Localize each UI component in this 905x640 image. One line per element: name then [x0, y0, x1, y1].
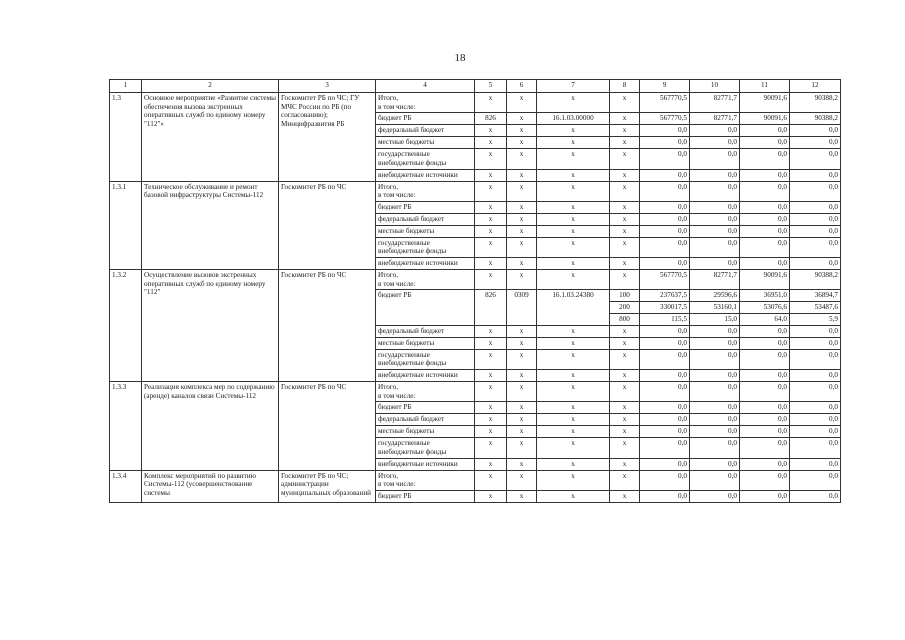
data-cell: 0,0 [640, 337, 690, 349]
data-cell: х [507, 381, 537, 401]
data-cell: 16.1.03.24380 [537, 290, 610, 325]
data-cell: х [610, 426, 640, 438]
data-cell: х [475, 381, 507, 401]
source-cell: бюджет РБ [376, 402, 475, 414]
source-cell: федеральный бюджет [376, 325, 475, 337]
data-cell: 0,0 [690, 169, 740, 181]
data-cell: 82771,7 [690, 270, 740, 290]
data-cell: 0,0 [690, 258, 740, 270]
data-cell: 90091,6 [740, 93, 790, 113]
data-cell: 36951,0 [740, 290, 790, 302]
source-cell: местные бюджеты [376, 426, 475, 438]
source-cell: федеральный бюджет [376, 125, 475, 137]
data-cell: х [507, 213, 537, 225]
data-cell: 0,0 [790, 426, 841, 438]
data-cell: х [537, 237, 610, 257]
data-cell: х [507, 181, 537, 201]
data-cell: 0,0 [790, 237, 841, 257]
data-cell: 0,0 [690, 225, 740, 237]
data-cell: 115,5 [640, 314, 690, 326]
data-cell: х [507, 490, 537, 502]
data-cell: 0,0 [790, 137, 841, 149]
data-cell: х [537, 458, 610, 470]
data-cell: 0,0 [740, 325, 790, 337]
data-cell: 0,0 [690, 349, 740, 369]
data-cell: 0,0 [740, 402, 790, 414]
data-cell: х [537, 201, 610, 213]
source-cell: Итого, в том числе: [376, 470, 475, 490]
data-cell: х [610, 337, 640, 349]
data-cell: х [507, 137, 537, 149]
data-cell: х [475, 402, 507, 414]
data-cell: 0309 [507, 290, 537, 325]
data-cell: 0,0 [690, 213, 740, 225]
data-cell: х [610, 149, 640, 169]
item-number-cell: 1.3.1 [110, 181, 142, 270]
data-cell: х [610, 402, 640, 414]
data-cell: 82771,7 [690, 93, 740, 113]
data-cell: х [475, 470, 507, 490]
data-cell: 0,0 [790, 458, 841, 470]
data-cell: 0,0 [640, 458, 690, 470]
column-number-cell: 4 [376, 80, 475, 93]
data-cell: 16.1.03.00000 [537, 113, 610, 125]
column-number-cell: 5 [475, 80, 507, 93]
data-cell: 0,0 [740, 349, 790, 369]
source-cell: бюджет РБ [376, 490, 475, 502]
column-number-cell: 12 [790, 80, 841, 93]
data-cell: х [475, 337, 507, 349]
data-cell: 100 [610, 290, 640, 302]
data-cell: 0,0 [640, 381, 690, 401]
executor-cell: Госкомитет РБ по ЧС; ГУ МЧС России по РБ (по согласованию); Минцифразвития РБ [279, 93, 376, 182]
data-cell: х [610, 381, 640, 401]
data-cell: х [537, 213, 610, 225]
data-cell: 0,0 [790, 258, 841, 270]
data-cell: х [507, 369, 537, 381]
data-cell: 0,0 [790, 381, 841, 401]
data-cell: 0,0 [640, 426, 690, 438]
data-cell: 0,0 [690, 125, 740, 137]
data-cell: 0,0 [790, 181, 841, 201]
data-cell: 90388,2 [790, 270, 841, 290]
data-cell: х [475, 149, 507, 169]
source-cell: внебюджетные источники [376, 458, 475, 470]
data-cell: 0,0 [740, 125, 790, 137]
source-cell: федеральный бюджет [376, 414, 475, 426]
data-cell: х [610, 270, 640, 290]
data-cell: х [610, 137, 640, 149]
data-cell: х [537, 93, 610, 113]
data-cell: 90091,6 [740, 113, 790, 125]
data-cell: 0,0 [790, 149, 841, 169]
data-cell: х [610, 125, 640, 137]
data-cell: 0,0 [790, 125, 841, 137]
item-number-cell: 1.3 [110, 93, 142, 182]
page-number: 18 [454, 52, 466, 64]
data-cell: х [507, 337, 537, 349]
data-cell: 0,0 [640, 225, 690, 237]
data-cell: 5,9 [790, 314, 841, 326]
column-number-cell: 9 [640, 80, 690, 93]
column-number-cell: 3 [279, 80, 376, 93]
column-number-row [110, 80, 841, 93]
data-cell: 826 [475, 290, 507, 325]
data-cell: 0,0 [640, 237, 690, 257]
source-cell: внебюджетные источники [376, 369, 475, 381]
data-cell: 0,0 [640, 137, 690, 149]
executor-cell: Госкомитет РБ по ЧС [279, 270, 376, 382]
data-cell: х [610, 201, 640, 213]
data-cell: 0,0 [740, 458, 790, 470]
data-cell: х [537, 490, 610, 502]
data-cell: х [610, 258, 640, 270]
data-cell: х [507, 325, 537, 337]
executor-cell: Госкомитет РБ по ЧС [279, 381, 376, 470]
source-cell: внебюджетные источники [376, 169, 475, 181]
source-cell: бюджет РБ [376, 113, 475, 125]
source-cell: государственные внебюджетные фонды [376, 237, 475, 257]
data-cell: 0,0 [690, 201, 740, 213]
source-cell: государственные внебюджетные фонды [376, 438, 475, 458]
data-cell: 0,0 [640, 149, 690, 169]
data-cell: х [537, 325, 610, 337]
source-cell: Итого, в том числе: [376, 181, 475, 201]
data-cell: 0,0 [690, 414, 740, 426]
data-cell: х [507, 237, 537, 257]
data-cell: х [537, 369, 610, 381]
data-cell: 0,0 [740, 169, 790, 181]
data-cell: 90388,2 [790, 93, 841, 113]
data-cell: х [507, 169, 537, 181]
data-cell: 0,0 [790, 337, 841, 349]
data-cell: х [610, 490, 640, 502]
data-cell: х [475, 414, 507, 426]
data-cell: х [507, 470, 537, 490]
data-cell: 0,0 [690, 381, 740, 401]
budget-table [109, 79, 841, 503]
data-cell: 0,0 [640, 470, 690, 490]
column-number-cell: 2 [142, 80, 279, 93]
data-cell: 200 [610, 302, 640, 314]
data-cell: х [507, 201, 537, 213]
data-cell: 36894,7 [790, 290, 841, 302]
data-cell: 0,0 [790, 349, 841, 369]
data-cell: х [537, 426, 610, 438]
data-cell: х [610, 181, 640, 201]
data-cell: 15,0 [690, 314, 740, 326]
source-cell: государственные внебюджетные фонды [376, 349, 475, 369]
data-cell: х [475, 258, 507, 270]
data-cell: 0,0 [740, 181, 790, 201]
data-cell: х [507, 113, 537, 125]
data-cell: 0,0 [640, 402, 690, 414]
data-cell: х [507, 414, 537, 426]
data-cell: х [610, 458, 640, 470]
data-cell: х [475, 325, 507, 337]
data-cell: 0,0 [790, 402, 841, 414]
source-cell: местные бюджеты [376, 137, 475, 149]
data-cell: х [610, 237, 640, 257]
data-cell: х [610, 325, 640, 337]
data-cell: 567770,5 [640, 113, 690, 125]
data-cell: 0,0 [690, 426, 740, 438]
source-cell: Итого, в том числе: [376, 381, 475, 401]
column-number-cell: 10 [690, 80, 740, 93]
data-cell: х [475, 201, 507, 213]
column-number-cell: 7 [537, 80, 610, 93]
data-cell: 0,0 [640, 438, 690, 458]
data-cell: 0,0 [640, 169, 690, 181]
data-cell: х [475, 270, 507, 290]
data-cell: х [475, 438, 507, 458]
table-row [110, 93, 841, 113]
source-cell: бюджет РБ [376, 201, 475, 213]
data-cell: 0,0 [790, 414, 841, 426]
data-cell: х [537, 137, 610, 149]
data-cell: 0,0 [640, 414, 690, 426]
data-cell: 237637,5 [640, 290, 690, 302]
data-cell: 0,0 [640, 349, 690, 369]
data-cell: 0,0 [740, 237, 790, 257]
source-cell: местные бюджеты [376, 337, 475, 349]
data-cell: 0,0 [740, 381, 790, 401]
data-cell: х [475, 237, 507, 257]
activity-name-cell: Техническое обслуживание и ремонт базовой инфраструктуры Системы-112 [142, 181, 279, 270]
data-cell: 0,0 [740, 137, 790, 149]
data-cell: х [537, 414, 610, 426]
data-cell: х [507, 426, 537, 438]
data-cell: х [475, 369, 507, 381]
table-row [110, 470, 841, 490]
data-cell: х [610, 349, 640, 369]
data-cell: 0,0 [740, 438, 790, 458]
data-cell: х [475, 458, 507, 470]
data-cell: х [537, 169, 610, 181]
data-cell: х [537, 438, 610, 458]
data-cell: 0,0 [740, 149, 790, 169]
item-number-cell: 1.3.3 [110, 381, 142, 470]
data-cell: 0,0 [690, 325, 740, 337]
data-cell: х [507, 149, 537, 169]
data-cell: х [537, 225, 610, 237]
source-cell: Итого, в том числе: [376, 93, 475, 113]
data-cell: х [537, 349, 610, 369]
data-cell: 0,0 [790, 369, 841, 381]
data-cell: 29596,6 [690, 290, 740, 302]
data-cell: 64,0 [740, 314, 790, 326]
source-cell: бюджет РБ [376, 290, 475, 325]
table-row [110, 181, 841, 201]
data-cell: 0,0 [740, 337, 790, 349]
data-cell: 330017,5 [640, 302, 690, 314]
source-cell: Итого, в том числе: [376, 270, 475, 290]
data-cell: 53160,1 [690, 302, 740, 314]
data-cell: 0,0 [740, 414, 790, 426]
data-cell: х [507, 270, 537, 290]
data-cell: х [610, 225, 640, 237]
data-cell: х [610, 369, 640, 381]
data-cell: х [507, 258, 537, 270]
data-cell: 0,0 [640, 201, 690, 213]
data-cell: х [507, 225, 537, 237]
data-cell: х [537, 470, 610, 490]
source-cell: федеральный бюджет [376, 213, 475, 225]
table-row [110, 381, 841, 401]
data-cell: х [475, 181, 507, 201]
data-cell: 0,0 [640, 258, 690, 270]
data-cell: 0,0 [690, 490, 740, 502]
data-cell: х [507, 93, 537, 113]
data-cell: х [507, 438, 537, 458]
data-cell: х [507, 458, 537, 470]
data-cell: 53076,6 [740, 302, 790, 314]
data-cell: 0,0 [640, 181, 690, 201]
data-cell: х [610, 93, 640, 113]
executor-cell: Госкомитет РБ по ЧС [279, 181, 376, 270]
activity-name-cell: Основное мероприятие «Развитие системы обеспечения вызова экстренных оперативных служб по единому номеру "112"» [142, 93, 279, 182]
data-cell: 0,0 [640, 490, 690, 502]
column-number-cell: 1 [110, 80, 142, 93]
data-cell: х [610, 470, 640, 490]
data-cell: х [475, 349, 507, 369]
data-cell: х [610, 213, 640, 225]
data-cell: х [475, 125, 507, 137]
data-cell: х [507, 349, 537, 369]
data-cell: 0,0 [690, 181, 740, 201]
item-number-cell: 1.3.4 [110, 470, 142, 502]
data-cell: 0,0 [790, 225, 841, 237]
data-cell: 0,0 [740, 426, 790, 438]
data-cell: 800 [610, 314, 640, 326]
data-cell: 826 [475, 113, 507, 125]
data-cell: х [537, 125, 610, 137]
data-cell: х [537, 270, 610, 290]
data-cell: 0,0 [790, 325, 841, 337]
data-cell: 0,0 [790, 213, 841, 225]
data-cell: 90388,2 [790, 113, 841, 125]
column-number-cell: 6 [507, 80, 537, 93]
data-cell: 0,0 [740, 490, 790, 502]
data-cell: 0,0 [740, 258, 790, 270]
data-cell: 0,0 [790, 201, 841, 213]
data-cell: 0,0 [690, 438, 740, 458]
data-cell: 0,0 [690, 369, 740, 381]
data-cell: х [537, 149, 610, 169]
data-cell: 567770,5 [640, 270, 690, 290]
activity-name-cell: Реализация комплекса мер по содержанию (аренде) каналов связи Системы-112 [142, 381, 279, 470]
data-cell: х [537, 258, 610, 270]
data-cell: 0,0 [790, 438, 841, 458]
source-cell: внебюджетные источники [376, 258, 475, 270]
table-row [110, 270, 841, 290]
data-cell: 0,0 [690, 402, 740, 414]
data-cell: 0,0 [690, 470, 740, 490]
data-cell: 0,0 [790, 169, 841, 181]
data-cell: х [537, 381, 610, 401]
data-cell: х [610, 438, 640, 458]
data-cell: 0,0 [740, 470, 790, 490]
column-number-cell: 11 [740, 80, 790, 93]
data-cell: х [537, 337, 610, 349]
data-cell: х [537, 181, 610, 201]
data-cell: 0,0 [740, 213, 790, 225]
data-cell: 0,0 [790, 490, 841, 502]
data-cell: х [475, 426, 507, 438]
item-number-cell: 1.3.2 [110, 270, 142, 382]
data-cell: 0,0 [690, 337, 740, 349]
data-cell: 53487,6 [790, 302, 841, 314]
data-cell: х [475, 225, 507, 237]
activity-name-cell: Осуществление вызовов экстренных оперативных служб по единому номеру "112" [142, 270, 279, 382]
data-cell: 0,0 [640, 369, 690, 381]
column-number-cell: 8 [610, 80, 640, 93]
data-cell: 0,0 [740, 225, 790, 237]
data-cell: 82771,7 [690, 113, 740, 125]
data-cell: х [610, 414, 640, 426]
data-cell: 567770,5 [640, 93, 690, 113]
executor-cell: Госкомитет РБ по ЧС; администрации муниципальных образований [279, 470, 376, 502]
data-cell: х [610, 113, 640, 125]
data-cell: х [475, 213, 507, 225]
data-cell: 0,0 [640, 325, 690, 337]
data-cell: 0,0 [640, 125, 690, 137]
data-cell: 0,0 [640, 213, 690, 225]
data-cell: 0,0 [690, 237, 740, 257]
data-cell: 90091,6 [740, 270, 790, 290]
data-cell: 0,0 [690, 137, 740, 149]
source-cell: местные бюджеты [376, 225, 475, 237]
data-cell: 0,0 [690, 149, 740, 169]
data-cell: х [475, 93, 507, 113]
data-cell: 0,0 [690, 458, 740, 470]
data-cell: 0,0 [740, 369, 790, 381]
data-cell: 0,0 [790, 470, 841, 490]
data-cell: 0,0 [740, 201, 790, 213]
data-cell: х [537, 402, 610, 414]
data-cell: х [475, 490, 507, 502]
data-cell: х [507, 402, 537, 414]
data-cell: х [475, 169, 507, 181]
source-cell: государственные внебюджетные фонды [376, 149, 475, 169]
data-cell: х [475, 137, 507, 149]
activity-name-cell: Комплекс мероприятий по развитию Системы-112 (усовершенствование системы [142, 470, 279, 502]
data-cell: х [507, 125, 537, 137]
data-cell: х [610, 169, 640, 181]
